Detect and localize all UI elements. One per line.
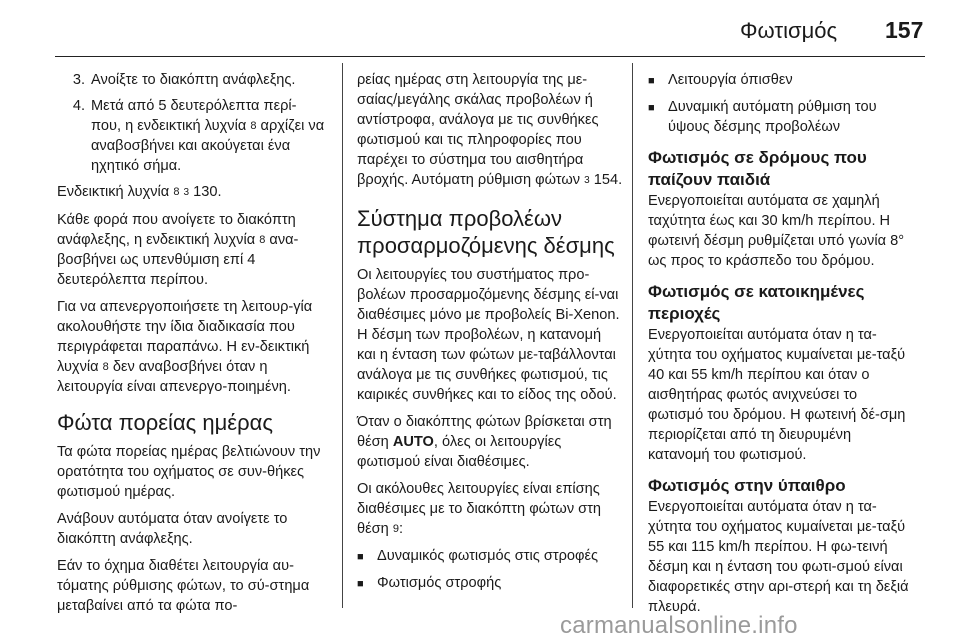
- section-heading-daytime-lights: Φώτα πορείας ημέρας: [57, 410, 273, 435]
- page-number: 157: [885, 17, 924, 43]
- text-run: , όλες οι λειτουργίες φωτισμού είναι διαθέσιμες.: [357, 434, 562, 470]
- paragraph: Ενεργοποιείται αυτόματα όταν η τα-χύτητα του οχήματος κυμαίνεται με-ταξύ 55 και 115 km/h περίπου. Η φω-τεινή δέσμη και η ένταση του φωτι-σμού είναι διαφορετικές στην αρι-στερή και τη δεξιά πλευρά.: [648, 499, 909, 615]
- paragraph: Τα φώτα πορείας ημέρας βελτιώνουν την ορατότητα του οχήματος σε συν-θήκες φωτισμού ημέρας.: [57, 444, 321, 500]
- list-item-text: Δυναμικός φωτισμός στις στροφές: [377, 548, 599, 564]
- page-reference: 154.: [593, 172, 623, 188]
- paragraph: [357, 479, 623, 539]
- paragraph: Οι λειτουργίες του συστήματος προ-βολέων προσαρμοζόμενης δέσμης εί-ναι διαθέσιμες μόνο με προβολείς Bi-Xenon. Η δέσμη των προβολέων, η κατανομή και η ένταση των φώτων με-ταβάλλονται ανάλογα με τις συνθήκες φωτισμού, τις καιρικές συνθήκες και το είδος της οδού.: [357, 267, 620, 403]
- step-number: 3.: [72, 72, 85, 88]
- subheading-town-lighting: Φωτισμός σε δρόμους που παίζουν παιδιά: [648, 148, 867, 189]
- indicator-lamp-icon: 8: [250, 120, 257, 132]
- watermark: carmanualsonline.info: [560, 612, 798, 639]
- headlight-icon: 9: [392, 523, 399, 535]
- page-header: [0, 0, 960, 56]
- page-reference: 130.: [193, 184, 222, 200]
- list-item: [357, 546, 623, 567]
- text-run: Για να απενεργοποιήσετε τη λειτουρ-γία ακολουθήστε την ίδια διαδικασία που περιγράφεται παραπάνω. Η εν-δεικτική λυχνία: [57, 299, 313, 375]
- text-run: Ενδεικτική λυχνία: [57, 184, 170, 200]
- text-run: Κάθε φορά που ανοίγετε το διακόπτη ανάφλεξης, η ενδεικτική λυχνία: [57, 212, 296, 248]
- paragraph: Εάν το όχημα διαθέτει λειτουργία αυ-τόματης ρύθμισης φώτων, το σύ-στημα μεταβαίνει από τα φώτα πο-: [57, 558, 310, 614]
- step-text: Ανοίξτε το διακόπτη ανάφλεξης.: [91, 72, 296, 88]
- column-2: [357, 70, 623, 600]
- text-run: δεν αναβοσβήνει όταν η λειτουργία είναι απενεργο-ποιημένη.: [57, 359, 291, 395]
- text-run: Μετά από 5 δευτερόλεπτα περί-που, η ενδεικτική λυχνία: [91, 98, 297, 134]
- indicator-lamp-icon: 8: [259, 234, 266, 246]
- subheading-country-lighting: Φωτισμός σε κατοικημένες περιοχές: [648, 282, 865, 323]
- column-divider-right: [632, 63, 633, 608]
- auto-position-label: AUTO: [392, 434, 434, 450]
- list-item: [648, 70, 916, 91]
- column-divider-left: [342, 63, 343, 608]
- bullet-icon: ■: [357, 578, 364, 590]
- page-reference-arrow-icon: 3: [584, 175, 590, 186]
- text-run: Όταν ο διακόπτης φώτων βρίσκεται στη θέση: [357, 414, 612, 450]
- page-reference-arrow-icon: 3: [183, 187, 190, 198]
- text-run: Οι ακόλουθες λειτουργίες είναι επίσης διαθέσιμες με το διακόπτη φώτων στη θέση: [357, 481, 602, 537]
- text-run: αρχίζει να αναβοσβήνει και ακούγεται ένα ηχητικό σήμα.: [91, 118, 325, 174]
- list-item-text: Δυναμική αυτόματη ρύθμιση του ύψους δέσμης προβολέων: [668, 99, 877, 135]
- paragraph: [57, 297, 325, 397]
- paragraph: Ενεργοποιείται αυτόματα σε χαμηλή ταχύτητα έως και 30 km/h περίπου. Η φωτεινή δέσμη ρυθμίζεται υπό γωνία 8° ως προς το κράσπεδο του δρόμου.: [648, 193, 905, 269]
- page-title: Φωτισμός: [740, 18, 838, 43]
- paragraph: [357, 70, 623, 191]
- list-item-text: Λειτουργία όπισθεν: [668, 72, 793, 88]
- step-3: [57, 70, 325, 90]
- step-4: [57, 96, 325, 176]
- text-run: ρείας ημέρας στη λειτουργία της με-σαίας/μεγάλης σκάλας προβολέων ή αντίστροφα, ανάλογα με τις συνθήκες φωτισμού και τις πληροφορίες που παρέχει το σύστημα του αισθητήρα βροχής. Αυτόματη ρύθμιση φώτων: [357, 72, 599, 188]
- bullet-icon: ■: [648, 75, 655, 87]
- step-number: 4.: [72, 98, 85, 114]
- paragraph: Ενεργοποιείται αυτόματα όταν η τα-χύτητα του οχήματος κυμαίνεται με-ταξύ 40 και 55 km/h περίπου και όταν ο αισθητήρας φωτός ανιχνεύσει το φωτισμό του δρόμου. Η φωτεινή δέ-σμη περιορίζεται από τη διευρυμένη κατανομή του φωτισμού.: [648, 327, 906, 463]
- indicator-lamp-icon: 8: [102, 361, 109, 373]
- column-1: [57, 70, 325, 623]
- list-item: [357, 573, 623, 594]
- section-heading-adaptive-lighting: Σύστημα προβολέων προσαρμοζόμενης δέσμης: [357, 206, 615, 258]
- subheading-open-road-lighting: Φωτισμός στην ύπαιθρο: [648, 476, 846, 495]
- bullet-icon: ■: [357, 551, 364, 563]
- list-item: [648, 97, 916, 137]
- paragraph: [357, 412, 623, 472]
- paragraph: [57, 210, 325, 290]
- paragraph: [57, 182, 325, 203]
- text-run: :: [398, 521, 403, 537]
- text-run: ανα-βοσβήνει ως υπενθύμιση επί 4 δευτερόλεπτα περίπου.: [57, 232, 299, 288]
- header-rule: [55, 56, 925, 57]
- paragraph: Ανάβουν αυτόματα όταν ανοίγετε το διακόπτη ανάφλεξης.: [57, 511, 288, 547]
- bullet-icon: ■: [648, 102, 655, 114]
- step-text: [91, 96, 325, 176]
- indicator-lamp-icon: 8: [173, 186, 180, 198]
- column-3: [648, 70, 916, 624]
- list-item-text: Φωτισμός στροφής: [377, 575, 502, 591]
